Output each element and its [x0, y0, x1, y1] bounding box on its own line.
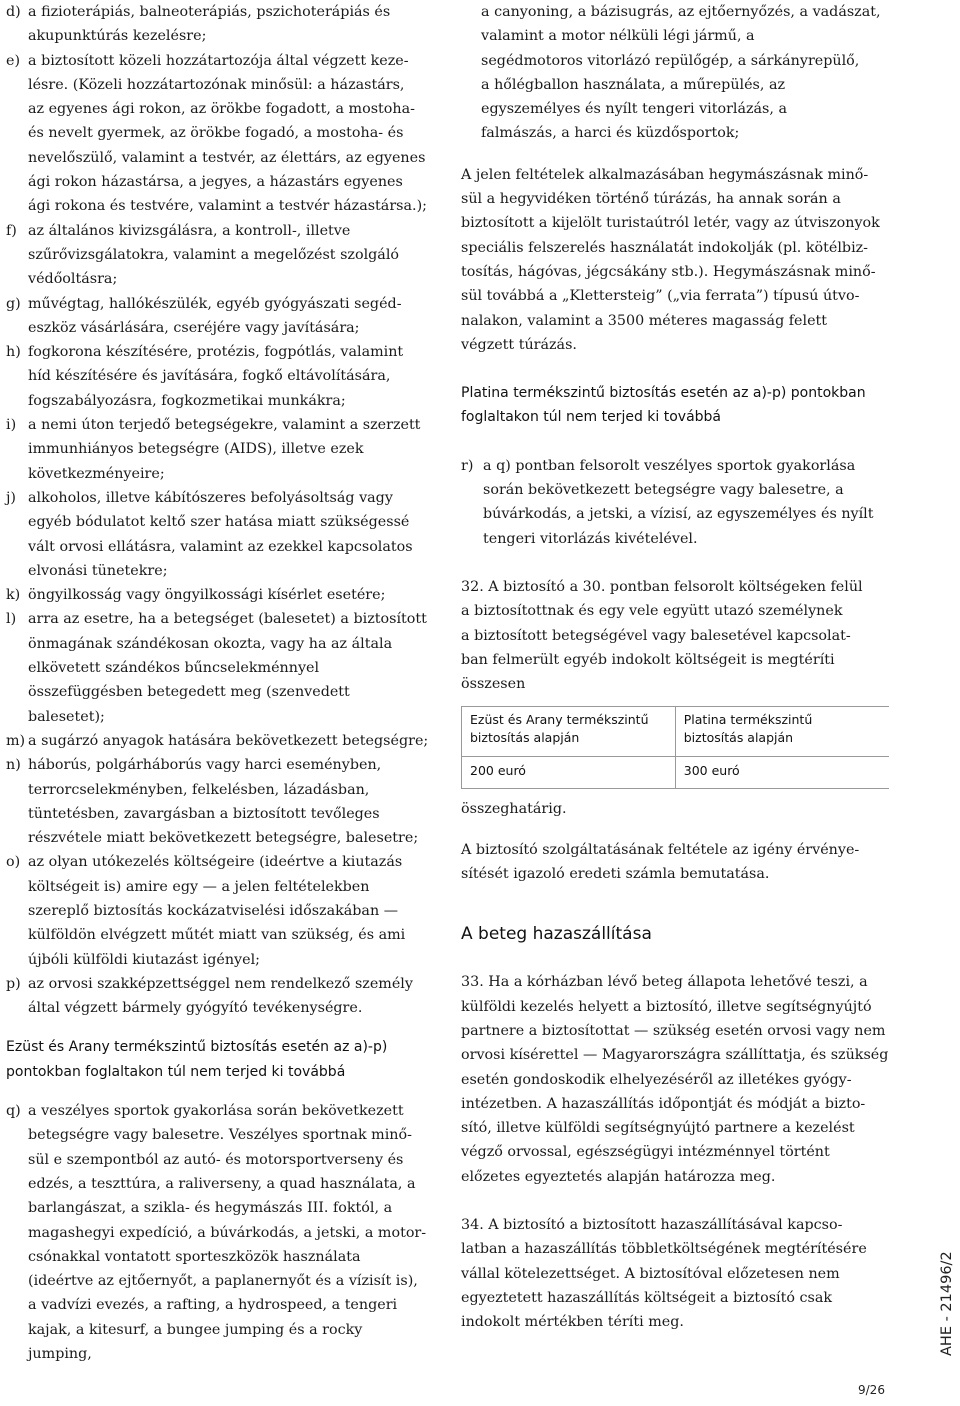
- paragraph-line: sítését igazoló eredeti számla bemutatása.: [461, 866, 770, 883]
- heading-line: Platina termékszintű biztosítás esetén az a)-p) pontokban: [461, 385, 866, 402]
- paragraph-line: sül a hegyvidéken történő túrázás, ha annak során a: [461, 191, 841, 208]
- list-item-text-line: lésre. (Közeli hozzátartozónak minősül: a házastárs,: [28, 76, 405, 93]
- list-item-label: e): [6, 52, 21, 69]
- paragraph-line: sül továbbá a „Klettersteig” („via ferrata”) típusú útvo-: [461, 288, 860, 305]
- paragraph-line: összesen: [461, 676, 526, 693]
- list-item-text-line: során bekövetkezett betegségre vagy balesetre, a: [483, 482, 844, 499]
- paragraph-line: a biztosítottnak és egy vele együtt utazó személynek: [461, 603, 843, 620]
- paragraph-line: a hőlégballon használata, a műrepülés, az: [481, 76, 786, 93]
- list-item-text-line: akupunktúrás kezelésre;: [28, 28, 207, 45]
- list-item-text-line: által végzett bármely gyógyító tevékenységre.: [28, 1000, 363, 1017]
- list-item-text-line: háborús, polgárháborús vagy harci eseményben,: [28, 757, 382, 774]
- paragraph-line: nalakon, valamint a 3500 méteres magasság felett: [461, 312, 828, 329]
- list-item: [6, 729, 430, 753]
- exclusion-item-q-continued: [461, 0, 893, 146]
- list-item-text-line: balesetet);: [28, 708, 105, 725]
- paragraph-line: ban felmerült egyéb indokolt költségeit is megtéríti: [461, 651, 835, 668]
- heading-line: pontokban foglaltakon túl nem terjed ki továbbá: [6, 1063, 346, 1080]
- paragraph-line: tosítás, hágóvas, jégcsákány stb.). Hegymászásnak minő-: [461, 263, 876, 280]
- list-item-text-line: az általános kivizsgálásra, a kontroll-, illetve: [28, 222, 351, 239]
- list-item: [6, 0, 430, 49]
- list-item-text: [28, 219, 430, 292]
- list-item-text: [28, 753, 430, 850]
- list-item-text-line: az olyan utókezelés költségeire (ideértve a kiutazás: [28, 854, 403, 871]
- list-item-text: [483, 454, 893, 551]
- list-item: [6, 753, 430, 850]
- list-item-text-line: sül e szempontból az autó- és motorsportverseny és: [28, 1151, 404, 1168]
- list-item: [6, 219, 430, 292]
- list-item: [6, 413, 430, 486]
- paragraph-line: végző orvossal, egészségügyi intézménnyel történt: [461, 1144, 830, 1161]
- list-item: [6, 340, 430, 413]
- paragraph-line: biztosított a kijelölt turistaútról letér, vagy az útviszonyok: [461, 215, 880, 232]
- exclusion-list-a: [6, 0, 430, 1020]
- list-item-label: j): [6, 489, 17, 506]
- list-item-text-line: magashegyi expedíció, a búvárkodás, a jetski, a motor-: [28, 1224, 427, 1241]
- list-item-text-line: eszköz vásárlására, cseréjére vagy javítására;: [28, 319, 360, 336]
- list-item-text-line: alkoholos, illetve kábítószeres befolyásoltság vagy: [28, 489, 393, 506]
- list-item-text-line: a nemi úton terjedő betegségekre, valamint a szerzett: [28, 417, 421, 434]
- list-item-label: m): [6, 732, 26, 749]
- list-item: [6, 850, 430, 971]
- list-item-text-line: szűrővizsgálatokra, valamint a megelőzést szolgáló: [28, 246, 400, 263]
- list-item-text-line: újbóli külföldi kiutazást igényel;: [28, 951, 260, 968]
- paragraph-line: 34. A biztosító a biztosított hazaszállításával kapcso-: [461, 1216, 843, 1233]
- paragraph-line: végzett túrázás.: [461, 336, 577, 353]
- list-item-label: r): [461, 457, 474, 474]
- list-item-text-line: a sugárzó anyagok hatására bekövetkezett betegségre;: [28, 732, 429, 749]
- paragraph-line: a canyoning, a bázisugrás, az ejtőernyőzés, a vadászat,: [481, 4, 881, 20]
- list-item-text-line: költségeit is) amire egy — a jelen feltételekben: [28, 878, 370, 895]
- list-item-text-line: barlangászat, a szikla- és hegymászás III. foktól, a: [28, 1200, 393, 1217]
- paragraph-line: esetén gondoskodik elhelyezéséről az illetékes gyógy-: [461, 1071, 852, 1088]
- list-item-label: q): [6, 1103, 21, 1120]
- list-item-text-line: immunhiányos betegségre (AIDS), illetve ezek: [28, 441, 364, 458]
- list-item: [6, 583, 430, 607]
- list-item-text-line: az orvosi szakképzettséggel nem rendelkező személy: [28, 975, 413, 992]
- paragraph-line: sító, illetve külföldi segítségnyújtó partnere a kezelést: [461, 1120, 855, 1137]
- list-item-text-line: elkövetett szándékos bűncselekménnyel: [28, 660, 320, 677]
- list-item-label: g): [6, 295, 21, 312]
- list-item-text-line: szereplő biztosítás kockázatviselési időszakában —: [28, 902, 399, 919]
- list-item-text-line: csónakkal vontatott sporteszközök használata: [28, 1248, 361, 1265]
- right-column: [461, 0, 893, 1334]
- list-item-label: l): [6, 611, 17, 628]
- list-item-text-line: vált orvosi ellátásra, valamint az ezekkel kapcsolatos: [28, 538, 413, 555]
- list-item-label: p): [6, 975, 21, 992]
- exclusion-item-q: [6, 1099, 430, 1366]
- list-item: [461, 454, 893, 551]
- list-item-text-line: nevelőszülő, valamint a testvér, az élettárs, az egyenes: [28, 149, 426, 166]
- paragraph-line: a biztosított betegségével vagy balesetével kapcsolat-: [461, 627, 851, 644]
- list-item-text-line: terrorcselekményben, felkelésben, lázadásban,: [28, 781, 370, 798]
- list-item-text-line: a q) pontban felsorolt veszélyes sportok gyakorlása: [483, 457, 856, 474]
- paragraph-line: egyeztetett hazaszállítás költségeit a biztosító csak: [461, 1289, 833, 1306]
- paragraph-line: A biztosító szolgáltatásának feltétele az igény érvénye-: [461, 841, 860, 858]
- list-item-text-line: öngyilkosság vagy öngyilkossági kísérlet esetére;: [28, 587, 386, 604]
- left-column: [6, 0, 430, 1366]
- list-item-text-line: híd készítésére és javítására, fogkő eltávolítására,: [28, 368, 391, 385]
- paragraph-line: A jelen feltételek alkalmazásában hegymászásnak minő-: [461, 166, 869, 183]
- list-item-label: k): [6, 587, 21, 604]
- section-title: A beteg hazaszállítása: [461, 924, 652, 945]
- list-item: [6, 49, 430, 219]
- list-item-text-line: önmagának szándékosan okozta, vagy ha az általa: [28, 635, 393, 652]
- table-header-silver-gold: Ezüst és Arany termékszintű biztosítás alapján: [462, 707, 676, 757]
- document-code: AHE - 21496/2: [939, 1251, 955, 1356]
- paragraph-33: [461, 970, 893, 1189]
- list-item-text-line: összefüggésben betegedett meg (szenvedett: [28, 684, 350, 701]
- paragraph-line: falmászás, a harci és küzdősportok;: [481, 125, 740, 142]
- list-item-text-line: fogkorona készítésére, protézis, fogpótlás, valamint: [28, 344, 404, 361]
- list-item-text-line: külföldön elvégzett műtét miatt van szükség, és ami: [28, 927, 406, 944]
- paragraph-line: 33. Ha a kórházban lévő beteg állapota lehetővé teszi, a: [461, 974, 868, 991]
- limit-text: összeghatárig.: [461, 801, 567, 818]
- paragraph-line: segédmotoros vitorlázó repülőgép, a sárkányrepülő,: [481, 52, 860, 69]
- paragraph-line: valamint a motor nélküli légi jármű, a: [481, 28, 755, 45]
- list-item-label: d): [6, 4, 21, 20]
- list-item-text-line: arra az esetre, ha a betegséget (balesetet) a biztosított: [28, 611, 427, 628]
- list-item-label: o): [6, 854, 21, 871]
- paragraph-line: partnere a biztosítottat — szükség esetén orvosi vagy nem: [461, 1022, 886, 1039]
- list-item-text-line: a biztosított közeli hozzátartozója által végzett keze-: [28, 52, 409, 69]
- list-item-text: [28, 413, 430, 486]
- list-item-text: [28, 1099, 430, 1366]
- list-item: [6, 607, 430, 728]
- paragraph-line: latban a hazaszállítás többletköltségének megtérítésére: [461, 1241, 867, 1258]
- paragraph-line: külföldi kezelés helyett a biztosító, illetve segítségnyújtó: [461, 998, 872, 1015]
- paragraph-line: 32. A biztosító a 30. pontban felsorolt költségeken felül: [461, 578, 863, 595]
- list-item-text: [28, 486, 430, 583]
- list-item-text-line: részvétele miatt bekövetkezett betegségre, balesetre;: [28, 830, 419, 847]
- limit-table: [461, 706, 889, 789]
- paragraph-line: indokolt mértékben téríti meg.: [461, 1314, 684, 1331]
- platinum-heading: [461, 381, 893, 430]
- list-item-text: [28, 583, 430, 607]
- list-item-text-line: művégtag, hallókészülék, egyéb gyógyászati segéd-: [28, 295, 402, 312]
- list-item: [6, 486, 430, 583]
- list-item-text: [28, 49, 430, 219]
- paragraph-line: orvosi kísérettel — Magyarországra szállíttatja, és szükség: [461, 1047, 889, 1064]
- paragraph-34: [461, 1213, 893, 1334]
- list-item-text-line: ági rokon házastársa, a jegyes, a házastárs egyenes: [28, 174, 403, 191]
- list-item-text: [28, 850, 430, 971]
- paragraph-line: intézetben. A hazaszállítás időpontját és módját a bizto-: [461, 1095, 866, 1112]
- list-item: [6, 292, 430, 341]
- list-item-text-line: a vadvízi evezés, a rafting, a hydrospeed, a tengeri: [28, 1297, 398, 1314]
- list-item-text-line: a fizioterápiás, balneoterápiás, pszichoterápiás és: [28, 4, 391, 20]
- paragraph-line: speciális felszerelés használatát indokolják (pl. kötélbiz-: [461, 239, 869, 256]
- silver-gold-heading: [6, 1035, 430, 1084]
- list-item-text-line: (ideértve az ejtőernyőt, a paplanernyőt és a vízisít is),: [28, 1273, 418, 1290]
- list-item-text: [28, 0, 430, 49]
- list-item-text-line: és nevelt gyermek, az örökbe fogadó, a mostoha- és: [28, 125, 404, 142]
- list-item-text: [28, 607, 430, 728]
- list-item-text-line: elvonási tünetekre;: [28, 562, 168, 579]
- list-item-text-line: ági rokona és testvére, valamint a testvér házastársa.);: [28, 198, 427, 215]
- table-value-platinum: 300 euró: [675, 757, 889, 789]
- list-item-text-line: edzés, a teszttúra, a raliverseny, a quad használata, a: [28, 1175, 416, 1192]
- table-value-silver-gold: 200 euró: [462, 757, 676, 789]
- list-item-text-line: tüntetésben, zavargásban a biztosított tevőleges: [28, 805, 380, 822]
- list-item: [6, 1099, 430, 1366]
- list-item-text-line: következményeire;: [28, 465, 165, 482]
- list-item-text-line: fogszabályozásra, fogkozmetikai munkákra;: [28, 392, 346, 409]
- list-item-text: [28, 972, 430, 1021]
- list-item-label: i): [6, 417, 17, 434]
- list-item-text-line: védőoltásra;: [28, 271, 118, 288]
- paragraph-line: előzetes egyeztetés alapján határozza meg.: [461, 1168, 776, 1185]
- list-item-label: f): [6, 222, 17, 239]
- list-item-label: n): [6, 757, 21, 774]
- list-item-text-line: az egyenes ági rokon, az örökbe fogadott, a mostoha-: [28, 101, 415, 118]
- condition-paragraph: [461, 838, 893, 887]
- exclusion-item-r: [461, 454, 893, 551]
- list-item-text: [28, 729, 430, 753]
- list-item-text-line: a veszélyes sportok gyakorlása során bekövetkezett: [28, 1103, 404, 1120]
- list-item-text: [28, 292, 430, 341]
- list-item-text-line: betegségre vagy balesetre. Veszélyes sportnak minő-: [28, 1127, 412, 1144]
- list-item: [6, 972, 430, 1021]
- list-item-text-line: tengeri vitorlázás kivételével.: [483, 530, 698, 547]
- paragraph-32: [461, 575, 893, 696]
- paragraph-line: vállal kötelezettséget. A biztosítóval előzetesen nem: [461, 1265, 840, 1282]
- list-item-text-line: kajak, a kitesurf, a bungee jumping és a rocky jumping,: [28, 1321, 363, 1363]
- heading-line: Ezüst és Arany termékszintű biztosítás esetén az a)-p): [6, 1039, 388, 1056]
- paragraph-line: egyszemélyes és nyílt tengeri vitorlázás, a: [481, 101, 788, 118]
- list-item-text-line: búvárkodás, a jetski, a vízisí, az egyszemélyes és nyílt: [483, 506, 874, 523]
- list-item-text: [28, 340, 430, 413]
- page-number: 9/26: [858, 1383, 885, 1397]
- table-header-platinum: Platina termékszintű biztosítás alapján: [675, 707, 889, 757]
- climbing-definition: [461, 163, 893, 357]
- list-item-label: h): [6, 344, 21, 361]
- list-item-text-line: egyéb bódulatot keltő szer hatása miatt szükségessé: [28, 514, 410, 531]
- heading-line: foglaltakon túl nem terjed ki továbbá: [461, 409, 721, 426]
